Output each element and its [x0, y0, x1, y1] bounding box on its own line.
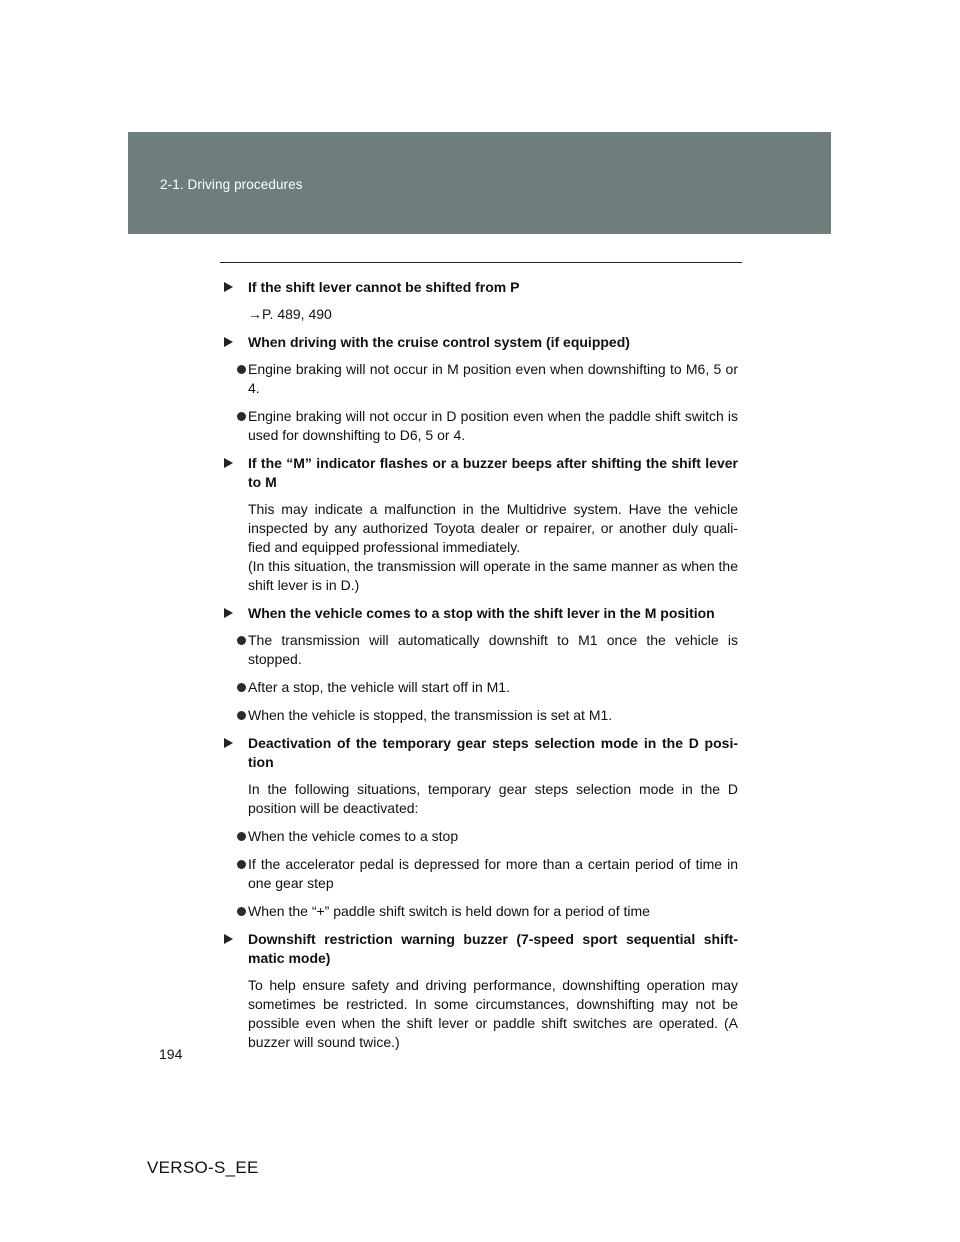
- bullet-dot-icon: [237, 683, 246, 692]
- heading-stop-in-m: When the vehicle comes to a stop with the shift lever in the M position: [222, 604, 738, 623]
- section-title: 2-1. Driving procedures: [160, 177, 303, 192]
- footer-code: VERSO-S_EE: [147, 1158, 259, 1177]
- paragraph: This may indicate a malfunction in the Multidrive system. Have the vehicle inspected by any authorized Toyota dealer or repairer, or another duly quali-fied and equipped professional immediately.: [248, 501, 738, 555]
- triangle-bullet-icon: [224, 934, 233, 944]
- bullet-dot-icon: [237, 907, 246, 916]
- paragraph: To help ensure safety and driving performance, downshifting operation may sometimes be restricted. In some circumstances, downshifting may not be possible even when the shift lever or paddle shift switches are operated. (A buzzer will sound twice.): [248, 977, 738, 1050]
- paragraph: In the following situations, temporary gear steps selection mode in the D position will be deactivated:: [248, 781, 738, 816]
- bullet-dot-icon: [237, 711, 246, 720]
- triangle-bullet-icon: [224, 337, 233, 347]
- section-header-band: [128, 132, 831, 234]
- triangle-bullet-icon: [224, 608, 233, 618]
- heading-cruise-control: When driving with the cruise control system (if equipped): [222, 333, 738, 352]
- heading-m-indicator: If the “M” indicator flashes or a buzzer beeps after shifting the shift lever to M: [222, 454, 738, 492]
- bullet-dot-icon: [237, 412, 246, 421]
- list-item: When the “+” paddle shift switch is held down for a period of time: [222, 902, 738, 921]
- list-item: If the accelerator pedal is depressed for more than a certain period of time in one gear step: [222, 855, 738, 893]
- heading-deactivation: Deactivation of the temporary gear steps selection mode in the D posi-tion: [222, 734, 738, 772]
- list-item: When the vehicle is stopped, the transmission is set at M1.: [222, 706, 738, 725]
- bullet-dot-icon: [237, 860, 246, 869]
- bullet-dot-icon: [237, 365, 246, 374]
- heading-shift-from-p: If the shift lever cannot be shifted from P: [222, 278, 738, 297]
- triangle-bullet-icon: [224, 282, 233, 292]
- bullet-dot-icon: [237, 636, 246, 645]
- page-content: [222, 278, 738, 1061]
- list-item: After a stop, the vehicle will start off in M1.: [222, 678, 738, 697]
- page-reference: →P. 489, 490: [248, 306, 332, 322]
- page-number: 194: [159, 1046, 183, 1062]
- heading-downshift-buzzer: Downshift restriction warning buzzer (7-speed sport sequential shift-matic mode): [222, 930, 738, 968]
- list-item: The transmission will automatically downshift to M1 once the vehicle is stopped.: [222, 631, 738, 669]
- triangle-bullet-icon: [224, 458, 233, 468]
- list-item: Engine braking will not occur in M position even when downshifting to M6, 5 or 4.: [222, 360, 738, 398]
- paragraph: (In this situation, the transmission will operate in the same manner as when the shift lever is in D.): [248, 558, 738, 593]
- divider-rule: [220, 262, 742, 263]
- triangle-bullet-icon: [224, 738, 233, 748]
- bullet-dot-icon: [237, 832, 246, 841]
- list-item: Engine braking will not occur in D position even when the paddle shift switch is used for downshifting to D6, 5 or 4.: [222, 407, 738, 445]
- list-item: When the vehicle comes to a stop: [222, 827, 738, 846]
